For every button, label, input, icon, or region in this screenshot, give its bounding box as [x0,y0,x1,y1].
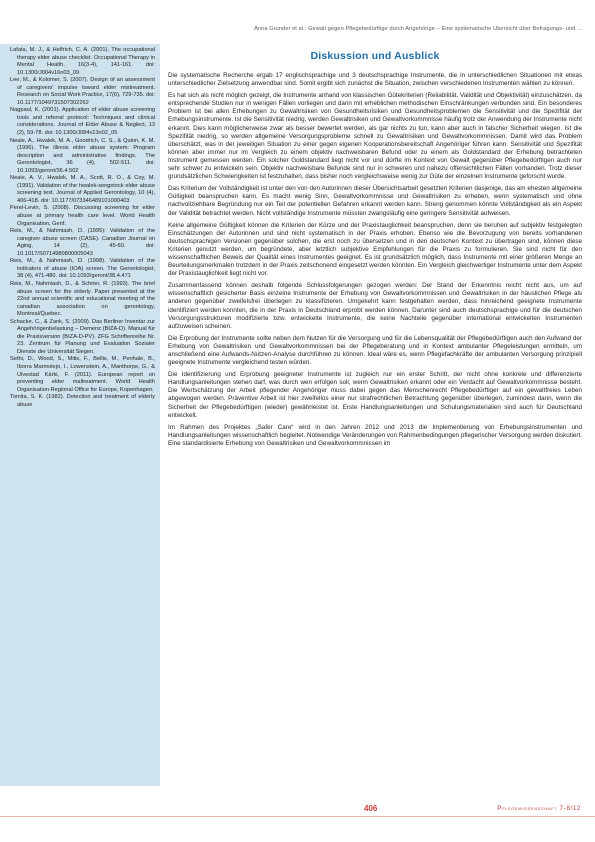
main-text-column [168,50,582,786]
reference-item: Neale, A. V., Hwalek, M. A., Scott, R. O., & Coy, M. (1991). Validation of the hwalek-sengstock elder abuse screening test. Journal of Applied Gerontology, 10 (4), 406-418. doi: 10.1177/073346489101000403 [10,175,155,204]
reference-item: Sethi, D., Wood, S., Mitis, F., Bellis, M., Penhale, B., Iborra Marmolejo, I., Lowenstein, A., Manthorpe, G., & Ulvestad Kärki, F. (2011). European report on preventing elder maltreatment. World Health Organisation Regional Office for Europe, Kopenhagen. [10,356,155,393]
reference-item: Nagpaul, K. (2001). Application of elder abuse screening tools and referral protocol: Techniques and clinical considerations. Journal of Elder Abuse & Neglect, 13 (2), 59-78. doi: 10.1300/J084v13n02_05 [10,107,155,137]
body-paragraph: Die systematische Recherche ergab 17 englischsprachige und 3 deutschsprachige Instrumente, die in unterschiedlichen Situationen mit etwas unterschiedlicher Zielsetzung anwendbar sind. Somit ergibt sich zunächst die Situation, zwischen verschiedenen Instrumenten wählen zu können. [168,72,582,88]
journal-name: Pflegewissenschaft 7-8/12 [497,805,581,812]
reference-item: Schacke, C., & Zank, S. (2009). Das Berliner Inventar zur Angehörigenbelastung – Demenz (BIZA-D). Manual für die Praxisversion (BIZA-D-PV). ZFG Schriftenreihe Nr. 23. Zentrum für Planung und Evaluation Sozialer Dienste der Universität Siegen. [10,318,155,355]
reference-item: Reis, M., Nahmiash, D., & Schrier, R. (1993). The brief abuse screen for the elderly. Paper presented at the 22nd annual scientific and educational meeting of the canadian association on gerontology, Montreal/Quebec. [10,280,155,318]
reference-item: Lafata, M. J., & Helfrich, C. A. (2001). The occupational therapy elder abuse checklist. Occupational Therapy in Mental Health, 16(3-4), 141-161. doi: 10.1300/J004v16n03_09 [10,47,155,76]
page-footer [0,804,595,816]
reference-item: Reis, M., & Nahmiash, D. (1995): Validation of the caregiver abuse screen (CASE). Canadian Journal on Aging, 14 (2), 45-60. doi: 10.1017/S0714980800005043 [10,228,155,257]
body-paragraph: Keine allgemeine Gültigkeit können die Kriterien der Kürze und der Praxistauglichkeit beanspruchen, denn sie beruhen auf subjektiv festgelegten Einschätzungen der Autorinnen und sind nicht systematisch in der Praxis erhoben. Ebenso wie die Bevorzugung von bereits vorhandenen deutschsprachigen Versionen gegenüber solchen, die erst noch zu übersetzen und in den deutschen Kontext zu übertragen sind, können diese Kriterien genutzt werden, um begründete, aber letztlich subjektive Empfehlungen für die Praxis zu formulieren. Sie sind nicht für den wissenschaftlichen Beweis der Qualität eines Instrumentes geeignet. Es ist grundsätzlich möglich, dass Instrumente mit einer größeren Menge an Beurteilungsmerkmalen trotzdem in der Praxis zeitschonend eingesetzt werden könnten. Ein Vergleich gleichwertiger Instrumente unter dem Aspekt der Praxistauglichkeit liegt nicht vor. [168,221,582,278]
body-paragraph: Die Identifizierung und Erprobung geeigneter Instrumente ist zugleich nur ein erster Schritt, der nicht ohne konkrete und differenzierte Handlungsanleitungen stehen darf, was durch wen erfolgen soll, wenn Gewaltrisiken erkannt oder ein Verdacht auf Gewaltvorkommnisse besteht. Die Wertschätzung der Arbeit pflegender Angehöriger muss dabei gegen das Menschenrecht Pflegebedürftiger auf ein gewaltfreies Leben abgewogen werden. Präventive Arbeit ist hier zweifellos einer nur strafrechtlichen Betrachtung gegenüber überlegen, zumindest dann, wenn die Sicherheit der Pflegebedürftigen (wieder) gewährleistet ist. Erste Handlungsanleitungen und Schulungsmaterialien sind auch für Deutschland entwickelt. [168,371,582,419]
reference-item: Perel-Levin, S. (2008). Discussing screening for elder abuse at primary health care level. World Health Organisation, Genf. [10,205,155,227]
footer-divider [0,816,595,817]
reference-item: Neale, A., Hwalek, M. A., Goodrich, C. S., & Quinn, K. M. (1996). The illinois elder abuse system: Program description and administrative findings. The Gerontologist, 36 (4), 502-511. doi: 10.1093/geront/36.4.502 [10,137,155,174]
body-paragraph: Zusammenfassend können deshalb folgende Schlussfolgerungen gezogen werden: Der Stand der Erkenntnis reicht nicht aus, um auf wissenschaftlich gesicherter Basis einzelne Instrumente der Erhebung von Gewaltvorkommnissen und Gewaltrisiken in der häuslichen Pflege als anderen gegenüber zweifelsfrei überlegen zu klassifizieren. Umgekehrt kann festgehalten werden, dass hinreichend geeignete Instrumente identifiziert werden konnten, die in der Praxis in Deutschland erprobt werden können. Darunter sind auch deutschsprachige und für die deutschen Versorgungsstrukturen modifizierte bzw. entwickelte Instrumente, die keine Nachteile gegenüber international entwickelten Instrumenten aufzuweisen scheinen. [168,282,582,330]
running-head: Anna Grunder et al.: Gewalt gegen Pflegebedürftige durch Angehörige – Eine systematische Übersicht über Befragungs- und ... [254,26,582,32]
section-title: Diskussion und Ausblick [310,50,440,62]
reference-item: Tomita, S. K. (1982). Detection and treatment of elderly abuse [10,394,155,408]
body-paragraph: Im Rahmen des Projektes „Safer Care“ wird in den Jahren 2012 und 2013 die Implementierung von Erhebungsinstrumenten und Handlungsanleitungen wissenschaftlich begleitet. Notwendige Veränderungen von Rahmenbedingungen pflegerischer Versorgung werden diskutiert. Eine standardisierte Erhebung von Gewaltrisiken und Gewaltvorkommnissen im [168,423,582,447]
body-paragraph: Das Kriterium der Vollständigkeit ist unter den von den Autorinnen dieser Übersichtsarbeit gesetzten Kriterien dasjenige, das am ehesten allgemeine Gültigkeit beanspruchen kann. Es macht wenig Sinn, Gewaltvorkommnisse und Gewaltrisiken zu erheben, wenn systematisch und ohne nachvollziehbare Begründung nur ein Teil der potentiellen Gefahren erkannt werden kann. Streng genommen könnte Vollständigkeit als ein Aspekt der Validität betrachtet werden. Nicht vollständige Instrumente müssten zwangsläufig eine geringere Sensitivität aufweisen. [168,185,582,217]
reference-item: Lee, M., & Kolomer, S. (2007). Design of an assessment of caregivers' impulse toward elder mistreatment. Research on Social Work Practice, 17(6), 729-735. doi: 10.1177/1049731507302262 [10,77,155,106]
page-number: 406 [364,804,378,813]
body-paragraph: Die Erprobung der Instrumente sollte neben dem Nutzen für die Versorgung und für die Lebensqualität der Pflegebedürftigen auch den Aufwand der Erhebung von Gewaltrisiken und Gewaltvorkommnissen bei der Pflegeberatung und in Kontext ambulanter Pflegeleistungen ermitteln, um anschließend eine Aufwands-Nutzen-Analyse durchführen zu können. Ideal wäre es, wenn Pflegefachkräfte der ambulanten Versorgung prinzipiell geeignete Instrumente vergleichend testen würden. [168,334,582,367]
reference-item: Reis, M., & Nahmiash, D. (1998). Validation of the indicators of abuse (IOA) screen. The Gerontologist, 38 (4), 471-480. doi: 10.1093/geront/38.4.471 [10,258,155,280]
body-paragraph: Es hat sich als nicht möglich gezeigt, die Instrumente anhand von klassischen Gütekriterien (Reliabilität, Validität und Objektivität) einzuschätzen, da entsprechende Studien nur in wenigen Fällen vorliegen und dann mit erheblichen methodischen Einschränkungen verbunden sind. Ein besonderes Problem ist bei allen Erhebungen zu Gewaltrisiken von Gesundheitsrisiken und Gesundheitsproblemen die Sensitivität und die Spezifität der Erhebungsinstrumente. Ist die Sensitivität niedrig, werden Gewaltrisiken und Gewaltvorkommnisse häufig trotz der Anwendung der Instrumente nicht erkannt. Dies kann möglicherweise zwar als besser bewertet werden, als gar nichts zu tun, kann aber auch in falscher Sicherheit wiegen. Ist die Spezifität niedrig, so werden allgemeine Versorgungsprobleme schnell zu Gewaltrisiken und Gewaltvorkommnissen. Damit wird das Problem überschätzt, was in der jeweiligen Situation zu einer gegen eigenen Kooperationsbereitschaft Angehöriger führen kann. Sensitivität und Spezifität können aber immer nur im Vergleich zu einem objektiv nachweisbaren Befund oder zu einem als Goldstandard der Erhebung betrachteten Instrument gemessen werden. Ein solcher Goldstandard liegt nicht vor und dürfte im Kontext von Gewalt gegenüber Pflegebedürftigen auch nur sehr schwer zu entwickeln sein. Objektiv nachweisbare Befunde sind nur in schweren und nahezu offensichtlichen Fällen vorhanden. Trotz dieser grundsätzlichen Schwierigkeiten ist festzuhalten, dass bisher noch vergleichsweise wenig zur Güte der einzelnen Instrumente geforscht wurde. [168,92,582,181]
reference-sidebar [0,44,160,786]
